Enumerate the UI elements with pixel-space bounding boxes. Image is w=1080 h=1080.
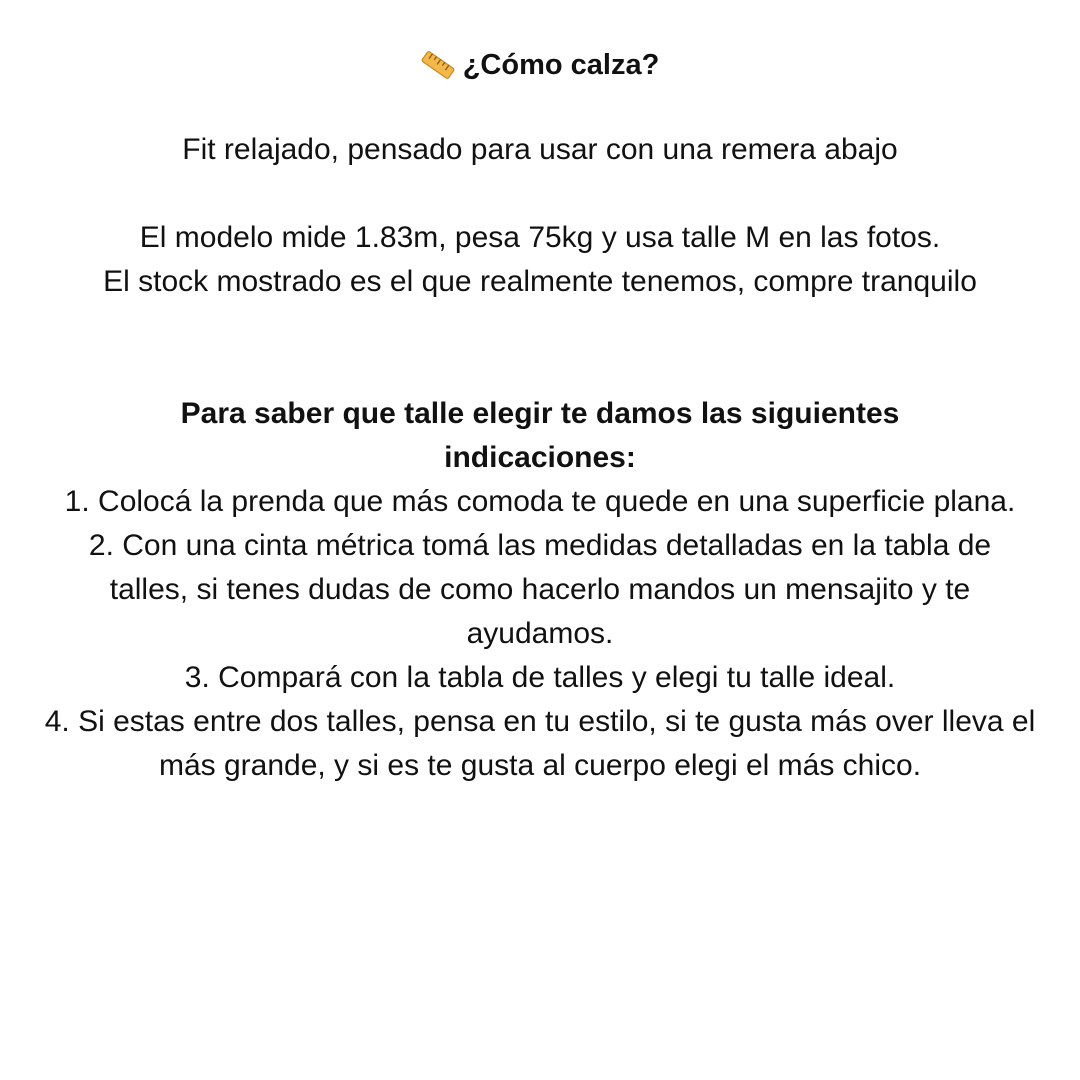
model-info: El modelo mide 1.83m, pesa 75kg y usa talle M en las fotos.	[139, 221, 941, 254]
title-line	[10, 40, 1070, 90]
guide-step: 2. Con una cinta métrica tomá las medidas detalladas en la tabla de talles, si tenes dudas de como hacerlo mandos un mensajito y te ayudamos.	[88, 529, 992, 650]
guide-heading: Para saber que talle elegir te damos las siguientes indicaciones:	[180, 397, 900, 474]
guide-step: 1. Colocá la prenda que más comoda te quede en una superficie plana.	[64, 485, 1016, 518]
stock-info: El stock mostrado es el que realmente tenemos, compre tranquilo	[103, 265, 977, 298]
guide-step: 3. Compará con la tabla de talles y elegi tu talle ideal.	[184, 661, 896, 694]
guide-step: 4. Si estas entre dos talles, pensa en tu estilo, si te gusta más over lleva el más grande, y si es te gusta al cuerpo elegi el más chico.	[44, 705, 1036, 782]
page-title: ¿Cómo calza?	[462, 49, 660, 81]
fit-description: Fit relajado, pensado para usar con una remera abajo	[182, 133, 898, 166]
ruler-icon	[421, 48, 455, 82]
guide-steps	[10, 480, 1070, 788]
